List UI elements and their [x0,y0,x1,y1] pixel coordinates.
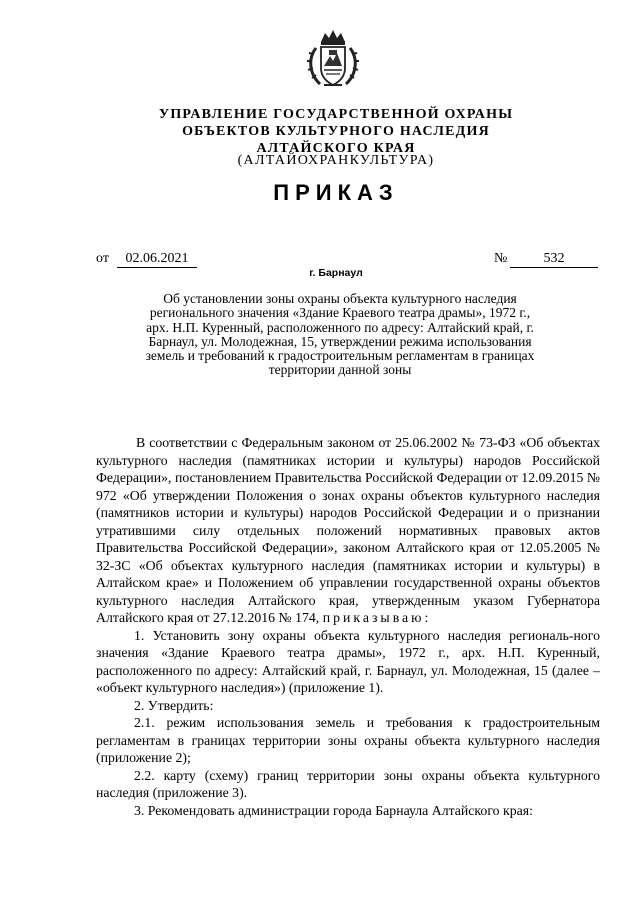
document-body [96,434,600,819]
item-3: 3. Рекомендовать администрации города Барнаула Алтайского края: [134,802,533,818]
organization-short-name: (АЛТАЙОХРАНКУЛЬТУРА) [237,153,435,168]
organization-name-line-3: АЛТАЙСКОГО КРАЯ [256,141,416,156]
organization-name-line-2: ОБЪЕКТОВ КУЛЬТУРНОГО НАСЛЕДИЯ [182,124,490,139]
item-2-2: 2.2. карту (схему) границ территории зоны охраны объекта культурного наследия (приложение 3). [96,767,600,800]
document-type-title: ПРИКАЗ [273,180,399,205]
document-date: 02.06.2021 [117,250,197,268]
number-label: № [494,251,508,266]
preamble-paragraph [96,434,600,627]
item-2: 2. Утвердить: [134,697,214,713]
city-name: г. Барнаул [309,267,363,279]
item-2-1: 2.1. режим использования земель и требования к градостроительным регламентам в границах территории зоны охраны объекта культурного наследия (приложение 2); [96,715,600,765]
date-label: от [96,251,109,266]
order-word: приказываю: [322,610,432,625]
altai-krai-coat-of-arms-icon [306,28,360,90]
preamble-text: В соответствии с Федеральным законом от 25.06.2002 № 73-ФЗ «Об объектах культурного наследия (памятниках истории и культуры) народов Российской Федерации», постановлением Правительства Российской Федерации от 12.09.2015 № 972 «Об утверждении Положения о зонах охраны объектов культурного наследия (памятников истории и культуры) народов Российской Федерации и о признании утратившими силу отдельных положений нормативных правовых актов Правительства Российской Федерации», законом Алтайского края от 12.05.2005 № 32-ЗС «Об объектах культурного наследия (памятниках истории и культуры) в Алтайском крае» и Положением об управлении государственной охраны объектов культурного наследия Алтайского края, утвержденным указом Губернатора Алтайского края от 27.12.2016 № 174, [96,435,600,625]
organization-name-line-1: УПРАВЛЕНИЕ ГОСУДАРСТВЕННОЙ ОХРАНЫ [158,107,514,122]
document-number: 532 [510,250,598,268]
item-1: 1. Установить зону охраны объекта культурного наследия региональ-ного значения «Здание Краевого театра драмы», 1972 г., арх. Н.П. Куренный, расположенного по адресу: Алтайский край, г. Барнаул, ул. Молодежная, 15 (далее – «объект культурного наследия») (приложение 1). [96,627,600,695]
document-subject: Об установлении зоны охраны объекта культурного наследия регионального значения «Здание Краевого театра драмы», 1972 г., арх. Н.П. Куренный, расположенного по адресу: Алтайский край, г. Барнаул, ул. Молодежная, 15, утверждении режима использования земель и требований к градостроительным регламентам в границах территории данной зоны [145,291,535,378]
